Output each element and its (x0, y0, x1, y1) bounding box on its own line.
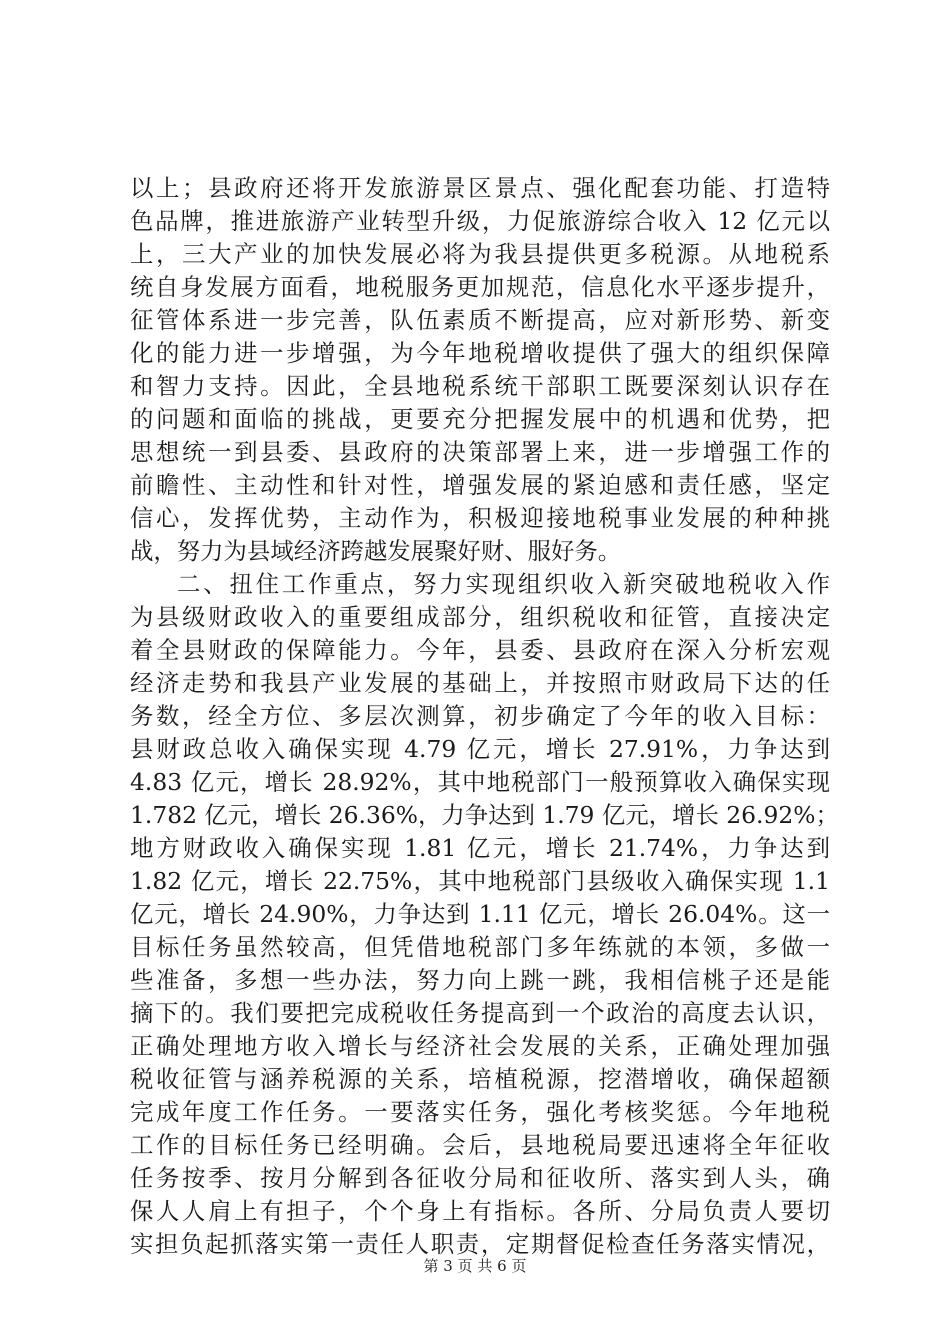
text-line: 1.782 亿元，增长 26.36%，力争达到 1.79 亿元，增长 26.92%； (130, 801, 839, 829)
text-line: 县财政总收入确保实现 4.79 亿元，增长 27.91%，力争达到 (130, 735, 830, 763)
text-line: 地方财政收入确保实现 1.81 亿元，增长 21.74%，力争达到 (130, 834, 830, 862)
text-line: 和智力支持。因此，全县地税系统干部职工既要深刻认识存在 (130, 372, 830, 400)
body-text (130, 172, 839, 1261)
text-line: 完成年度工作任务。一要落实任务，强化考核奖惩。今年地税 (130, 1098, 830, 1126)
text-line: 统自身发展方面看，地税服务更加规范，信息化水平逐步提升， (130, 273, 830, 301)
text-line: 色品牌，推进旅游产业转型升级，力促旅游综合收入 12 亿元以 (130, 207, 830, 235)
text-line: 上，三大产业的加快发展必将为我县提供更多税源。从地税系 (130, 240, 830, 268)
text-line: 保人人肩上有担子，个个身上有指标。各所、分局负责人要切 (130, 1197, 830, 1225)
text-line: 工作的目标任务已经明确。会后，县地税局要迅速将全年征收 (130, 1131, 830, 1159)
text-line: 化的能力进一步增强，为今年地税增收提供了强大的组织保障 (130, 339, 830, 367)
text-line: 正确处理地方收入增长与经济社会发展的关系，正确处理加强 (130, 1032, 830, 1060)
text-line: 些准备，多想一些办法，努力向上跳一跳，我相信桃子还是能 (130, 966, 830, 994)
text-line: 思想统一到县委、县政府的决策部署上来，进一步增强工作的 (130, 438, 830, 466)
text-line: 任务按季、按月分解到各征收分局和征收所、落实到人头，确 (130, 1164, 830, 1192)
text-line: 摘下的。我们要把完成税收任务提高到一个政治的高度去认识， (130, 999, 830, 1027)
text-line: 战，努力为县域经济跨越发展聚好财、服好务。 (130, 537, 622, 565)
page-number-footer: 第 3 页 共 6 页 (423, 1257, 527, 1275)
section-heading-line: 二、扭住工作重点，努力实现组织收入新突破地税收入作 (177, 570, 830, 598)
text-line: 为县级财政收入的重要组成部分，组织税收和征管，直接决定 (130, 603, 830, 631)
text-line: 目标任务虽然较高，但凭借地税部门多年练就的本领，多做一 (130, 933, 830, 961)
text-line: 经济走势和我县产业发展的基础上，并按照市财政局下达的任 (130, 669, 830, 697)
text-line: 4.83 亿元，增长 28.92%，其中地税部门一般预算收入确保实现 (130, 768, 830, 796)
text-line: 征管体系进一步完善，队伍素质不断提高，应对新形势、新变 (130, 306, 830, 334)
text-line: 信心，发挥优势，主动作为，积极迎接地税事业发展的种种挑 (130, 504, 830, 532)
text-line: 着全县财政的保障能力。今年，县委、县政府在深入分析宏观 (130, 636, 830, 664)
text-line: 1.82 亿元，增长 22.75%，其中地税部门县级收入确保实现 1.1 (130, 867, 830, 895)
text-line: 的问题和面临的挑战，更要充分把握发展中的机遇和优势，把 (130, 405, 830, 433)
text-line: 实担负起抓落实第一责任人职责，定期督促检查任务落实情况， (130, 1230, 830, 1258)
text-line: 亿元，增长 24.90%，力争达到 1.11 亿元，增长 26.04%。这一 (130, 900, 830, 928)
text-line: 税收征管与涵养税源的关系，培植税源，挖潜增收，确保超额 (130, 1065, 830, 1093)
text-line: 务数，经全方位、多层次测算，初步确定了今年的收入目标： (130, 702, 830, 730)
text-line: 前瞻性、主动性和针对性，增强发展的紧迫感和责任感，坚定 (130, 471, 830, 499)
text-line: 以上；县政府还将开发旅游景区景点、强化配套功能、打造特 (130, 174, 830, 202)
